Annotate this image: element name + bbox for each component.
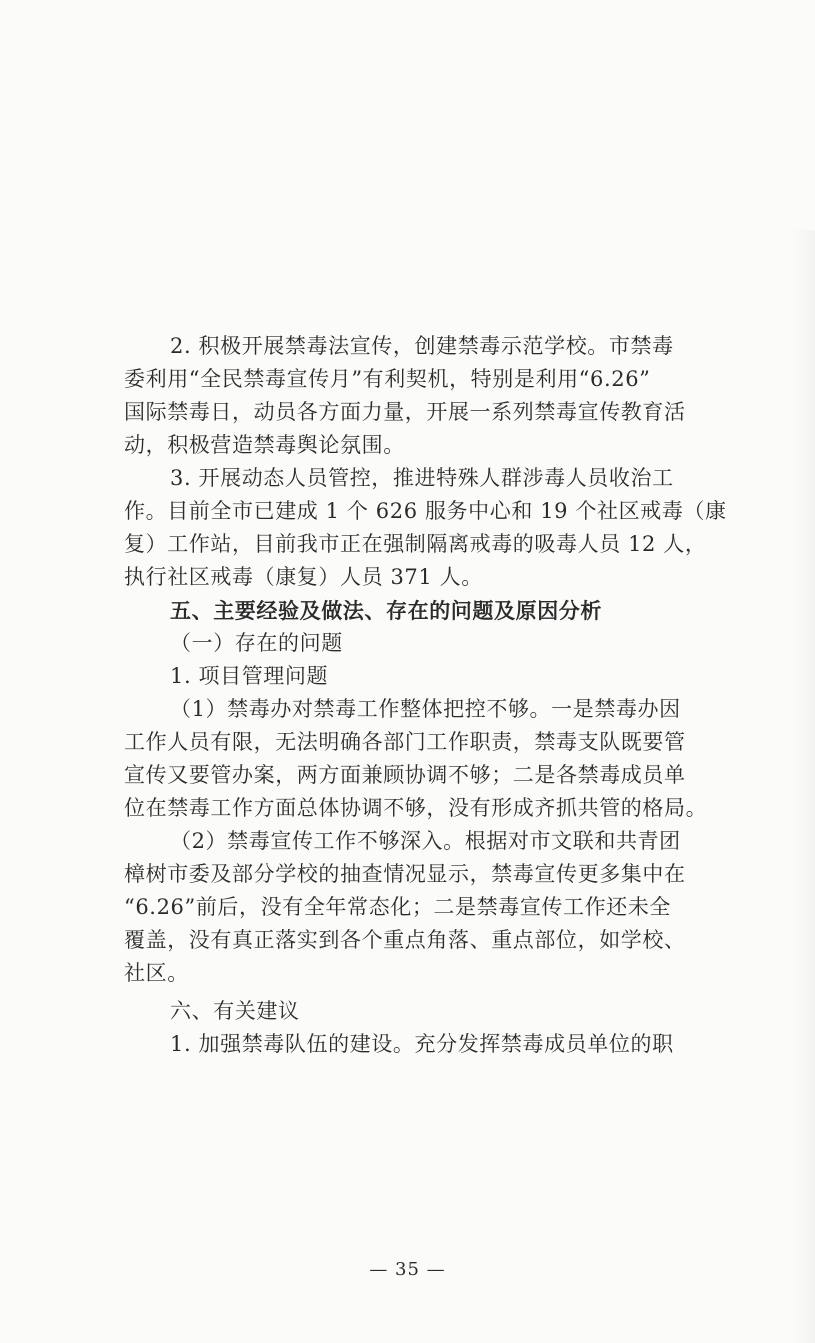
paragraph: [124, 825, 694, 990]
paragraph: [124, 627, 694, 660]
paragraph: [124, 462, 727, 594]
scan-shadow: [791, 230, 815, 1343]
text-line: 六、有关建议: [170, 999, 300, 1023]
text-line: （1）禁毒办对禁毒工作整体把控不够。一是禁毒办因: [170, 697, 681, 721]
page-number: — 35 —: [369, 1259, 446, 1280]
text-line: 委利用“全民禁毒宣传月”有利契机，特别是利用“6.26”: [124, 367, 651, 391]
text-line: 工作人员有限，无法明确各部门工作职责，禁毒支队既要管: [124, 730, 686, 754]
text-line: 樟树市委及部分学校的抽查情况显示，禁毒宣传更多集中在: [124, 862, 686, 886]
text-line: （一）存在的问题: [170, 631, 343, 655]
text-line: （2）禁毒宣传工作不够深入。根据对市文联和共青团: [170, 829, 681, 853]
text-line: 社区。: [124, 961, 189, 985]
text-line: 作。目前全市已建成 1 个 626 服务中心和 19 个社区戒毒（康: [124, 499, 727, 523]
text-line: 位在禁毒工作方面总体协调不够，没有形成齐抓共管的格局。: [124, 796, 708, 820]
text-line: 动，积极营造禁毒舆论氛围。: [124, 433, 405, 457]
text-line: 2. 积极开展禁毒法宣传，创建禁毒示范学校。市禁毒: [170, 334, 674, 358]
document-body: [124, 330, 727, 1061]
text-line: 3. 开展动态人员管控，推进特殊人群涉毒人员收治工: [170, 466, 674, 490]
section-heading: [124, 594, 694, 627]
paragraph: [124, 660, 694, 693]
paragraph: [124, 330, 694, 462]
text-line: 复）工作站，目前我市正在强制隔离戒毒的吸毒人员 12 人，: [124, 532, 707, 556]
paragraph: [124, 995, 694, 1028]
paragraph: [124, 1028, 694, 1061]
text-line: 覆盖，没有真正落实到各个重点角落、重点部位，如学校、: [124, 928, 686, 952]
text-line: 国际禁毒日，动员各方面力量，开展一系列禁毒宣传教育活: [124, 400, 686, 424]
text-line: 1. 项目管理问题: [170, 664, 329, 688]
text-line: 1. 加强禁毒队伍的建设。充分发挥禁毒成员单位的职: [170, 1032, 674, 1056]
text-line: 执行社区戒毒（康复）人员 371 人。: [124, 565, 483, 589]
text-line: 宣传又要管办案，两方面兼顾协调不够；二是各禁毒成员单: [124, 763, 686, 787]
text-line: 五、主要经验及做法、存在的问题及原因分析: [170, 598, 602, 623]
text-line: “6.26”前后，没有全年常态化；二是禁毒宣传工作还未全: [124, 895, 672, 919]
paragraph: [124, 693, 708, 825]
